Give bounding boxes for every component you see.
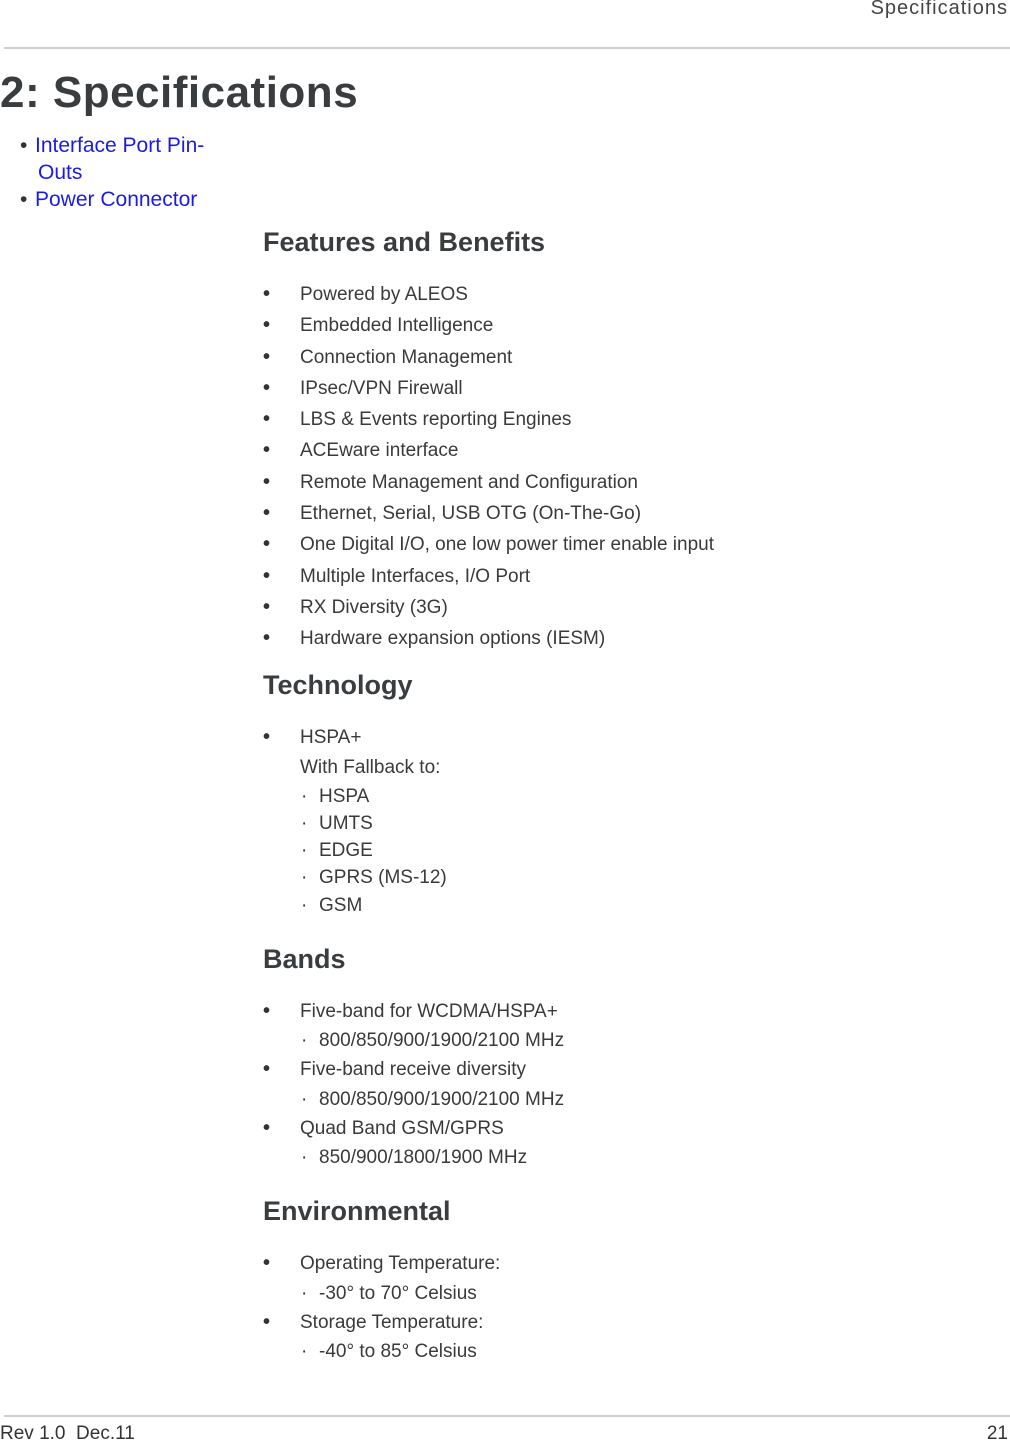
list-item: • Remote Management and Configuration	[263, 467, 983, 498]
list-item	[263, 1113, 983, 1172]
section-heading: Technology	[263, 669, 413, 700]
list-item: • Connection Management	[263, 342, 983, 373]
toc-bullet: •	[20, 134, 28, 157]
bands-list	[263, 996, 983, 1172]
toc-bullet: •	[20, 188, 28, 211]
list-item	[263, 1054, 983, 1113]
toc-item	[4, 186, 214, 213]
section-features	[263, 222, 983, 655]
sub-list	[300, 1338, 983, 1365]
list-item: • RX Diversity (3G)	[263, 592, 983, 623]
list-item: • HSPA+	[263, 722, 983, 753]
mini-toc	[4, 132, 214, 213]
page-number: 21	[986, 1423, 1008, 1444]
list-item: • Powered by ALEOS	[263, 279, 983, 310]
list-item-label: Quad Band GSM/GPRS	[300, 1117, 504, 1139]
list-item	[263, 1307, 983, 1366]
list-item: • Hardware expansion options (IESM)	[263, 623, 983, 654]
list-item-label: Operating Temperature:	[300, 1253, 501, 1275]
toc-item	[4, 132, 214, 186]
toc-link-interface-port-pinouts[interactable]: Interface Port Pin-Outs	[35, 134, 205, 184]
sub-list	[300, 1086, 983, 1113]
sub-list-item: · -40° to 85° Celsius	[300, 1338, 983, 1365]
technology-list	[263, 722, 983, 753]
list-item	[263, 1248, 983, 1307]
sub-list-item: · HSPA	[300, 783, 983, 810]
sub-list	[300, 1144, 983, 1171]
list-item: • IPsec/VPN Firewall	[263, 373, 983, 404]
environmental-list	[263, 1248, 983, 1365]
list-item-label: Five-band for WCDMA/HSPA+	[300, 1000, 558, 1022]
list-item: • ACEware interface	[263, 435, 983, 466]
running-head: Specifications	[870, 0, 1008, 19]
section-heading: Features and Benefits	[263, 227, 546, 257]
list-item: • Multiple Interfaces, I/O Port	[263, 561, 983, 592]
footer-revision: Rev 1.0 Dec.11	[0, 1423, 135, 1444]
section-heading: Environmental	[263, 1196, 451, 1227]
sub-list	[300, 1280, 983, 1307]
sub-list-item: · GPRS (MS-12)	[300, 864, 983, 891]
sub-list-item: · 800/850/900/1900/2100 MHz	[300, 1027, 983, 1054]
sub-list-item: · EDGE	[300, 837, 983, 864]
section-technology	[263, 665, 983, 919]
fallback-label: With Fallback to:	[300, 756, 441, 778]
sub-list-item: · -30° to 70° Celsius	[300, 1280, 983, 1307]
sub-list-item: · 850/900/1800/1900 MHz	[300, 1144, 983, 1171]
list-item: • One Digital I/O, one low power timer enable input	[263, 529, 983, 560]
list-item-label: Five-band receive diversity	[300, 1059, 526, 1081]
sub-list-item: · UMTS	[300, 810, 983, 837]
chapter-title: 2: Specifications	[0, 68, 359, 117]
features-list	[263, 279, 983, 655]
main-content	[263, 222, 983, 1375]
section-heading: Bands	[263, 943, 346, 974]
section-environmental	[263, 1191, 983, 1365]
fallback-list	[263, 783, 983, 919]
sub-list-item: · GSM	[300, 892, 983, 919]
sub-list-item: · 800/850/900/1900/2100 MHz	[300, 1086, 983, 1113]
list-item: • Embedded Intelligence	[263, 310, 983, 341]
list-item: • LBS & Events reporting Engines	[263, 404, 983, 435]
footer-rule	[4, 1415, 1010, 1417]
list-item: • Ethernet, Serial, USB OTG (On-The-Go)	[263, 498, 983, 529]
toc-link-power-connector[interactable]: Power Connector	[35, 188, 198, 211]
list-item-label: Storage Temperature:	[300, 1311, 484, 1333]
section-bands	[263, 939, 983, 1172]
sub-list	[300, 1027, 983, 1054]
list-item	[263, 996, 983, 1055]
header-rule	[4, 47, 1010, 49]
